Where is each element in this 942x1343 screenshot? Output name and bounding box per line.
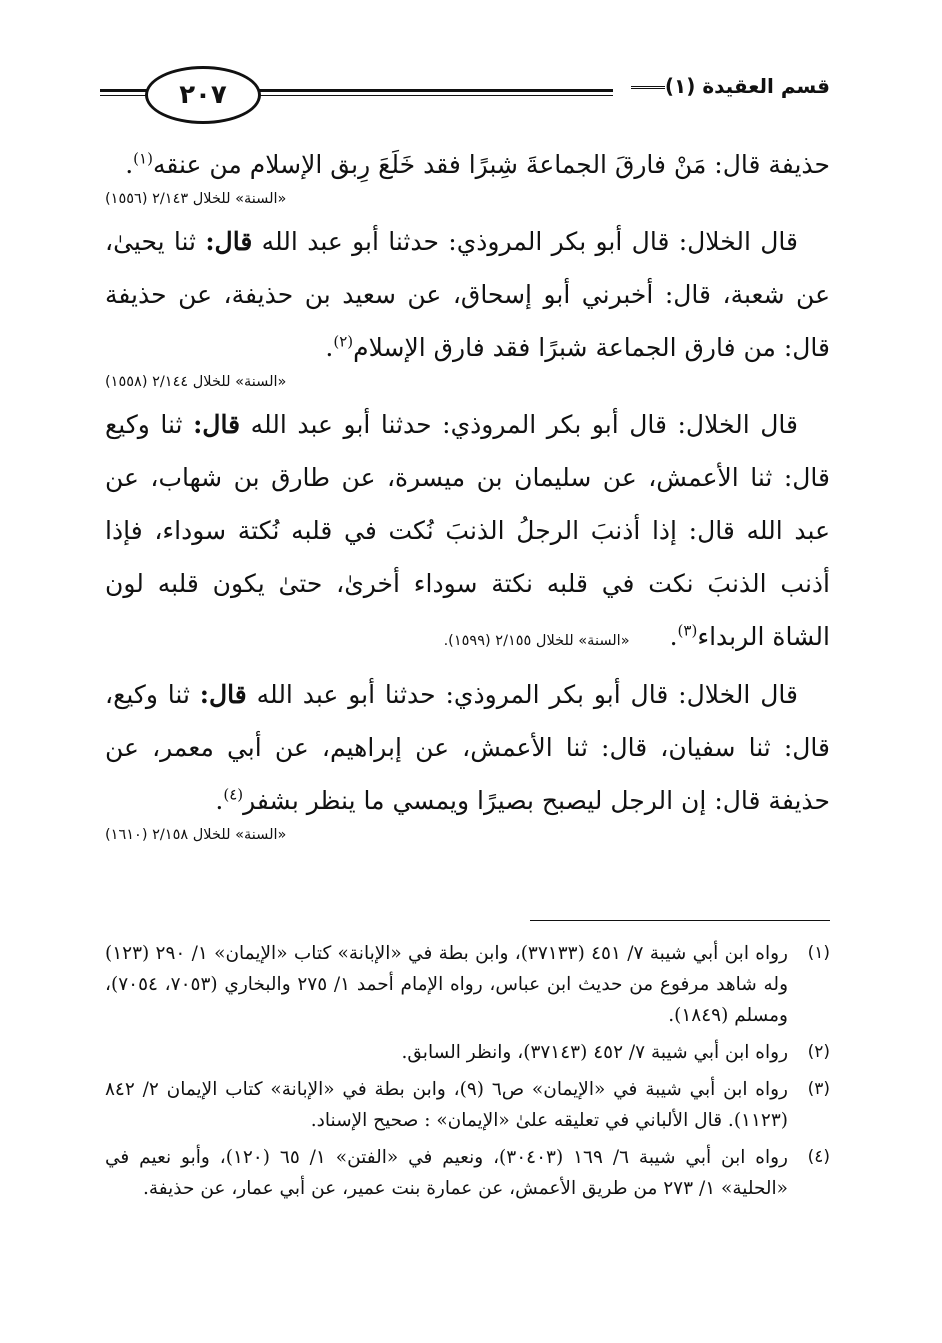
footnote-number: (٣) bbox=[807, 1079, 830, 1099]
footnote-text: رواه ابن أبي شيبة ٦/ ١٦٩ (٣٠٤٠٣)، ونعيم في «الفتن» ١/ ٦٥ (١٢٠)، وأبو نعيم في «الحلية» ١/ ٢٧٣ من طريق الأعمش، عن عمارة بنت عمير، عن أبي عمار، عن حذيفة. bbox=[105, 1147, 788, 1199]
section-title-text: قسم العقيدة (١) bbox=[664, 74, 830, 98]
paragraph-3: قال الخلال: قال أبو بكر المروذي: حدثنا أبو عبد الله قال: ثنا وكيع قال: ثنا الأعمش، عن سليمان بن ميسرة، عن طارق بن شهاب، عن عبد الله قال: إذا أذنبَ الرجلُ الذنبَ نُكت في قلبه نُكتة سوداء، فإذا أذنب الذنبَ نكت في قلبه نكتة سوداء أخرىٰ، حتىٰ يكون قلبه لون الشاة الربداء$^{(٣)}$.«السنة» للخلال ٢/١٥٥ (١٥٩٩). bbox=[105, 410, 830, 651]
footnotes bbox=[105, 938, 830, 1210]
footnote-text: رواه ابن أبي شيبة في «الإيمان» ص٦ (٩)، وابن بطة في «الإبانة» كتاب الإيمان ٢/ ٨٤٢ (١١٢٣). قال الألباني في تعليقه علىٰ «الإيمان» : صحيح الإسناد. bbox=[105, 1079, 788, 1131]
footnote-text: رواه ابن أبي شيبة ٧/ ٤٥٢ (٣٧١٤٣)، وانظر السابق. bbox=[401, 1042, 788, 1063]
source-citation: «السنة» للخلال ٢/١٤٣ (١٥٥٦) bbox=[105, 191, 287, 207]
footnote-text: رواه ابن أبي شيبة ٧/ ٤٥١ (٣٧١٣٣)، وابن بطة في «الإبانة» كتاب «الإيمان» ١/ ٢٩٠ (١٢٣) وله شاهد مرفوع من حديث ابن عباس، رواه الإمام أحمد ١/ ٢٧٥ والبخاري (٧٠٥٣، ٧٠٥٤)، ومسلم (١٨٤٩). bbox=[105, 943, 789, 1026]
page-number: ٢٠٧ bbox=[145, 66, 261, 124]
footnote-number: (٢) bbox=[807, 1042, 830, 1062]
source-citation: «السنة» للخلال ٢/١٥٨ (١٦١٠) bbox=[105, 827, 287, 843]
source-citation: «السنة» للخلال ٢/١٤٤ (١٥٥٨) bbox=[105, 374, 287, 390]
footnote-separator bbox=[530, 920, 830, 921]
footnote-ref: (٤) bbox=[223, 785, 244, 804]
main-text bbox=[105, 138, 830, 851]
paragraph-4: قال الخلال: قال أبو بكر المروذي: حدثنا أبو عبد الله قال: ثنا وكيع، قال: ثنا سفيان، قال: ثنا الأعمش، عن إبراهيم، عن أبي معمر، عن حذيفة قال: إن الرجل ليصبح بصيرًا ويمسي ما ينظر بشفر$^{(٤)}$. bbox=[105, 680, 830, 815]
footnote-ref: (٣) bbox=[677, 621, 698, 640]
page-header bbox=[100, 62, 830, 122]
source-citation: «السنة» للخلال ٢/١٥٥ (١٥٩٩). bbox=[443, 633, 630, 649]
section-title bbox=[613, 74, 830, 98]
footnote-number: (١) bbox=[807, 943, 830, 963]
footnote-ref: (٢) bbox=[333, 332, 354, 351]
title-dash bbox=[631, 86, 665, 89]
footnote-number: (٤) bbox=[807, 1147, 830, 1167]
footnote bbox=[105, 1037, 830, 1068]
footnote bbox=[105, 1074, 830, 1136]
footnote bbox=[105, 938, 830, 1031]
paragraph-2: قال الخلال: قال أبو بكر المروذي: حدثنا أبو عبد الله قال: ثنا يحيىٰ، عن شعبة، قال: أخبرني أبو إسحاق، عن سعيد بن حذيفة، عن حذيفة قال: من فارق الجماعة شبرًا فقد فارق الإسلام$^{(٢)}$. bbox=[105, 227, 830, 362]
footnote-ref: (١) bbox=[133, 149, 153, 168]
paragraph-1: حذيفة قال: مَنْ فارقَ الجماعةَ شِبرًا فقد خَلَعَ رِبق الإسلام من عنقه$^{(١)}$. bbox=[125, 149, 830, 179]
footnote bbox=[105, 1142, 830, 1204]
